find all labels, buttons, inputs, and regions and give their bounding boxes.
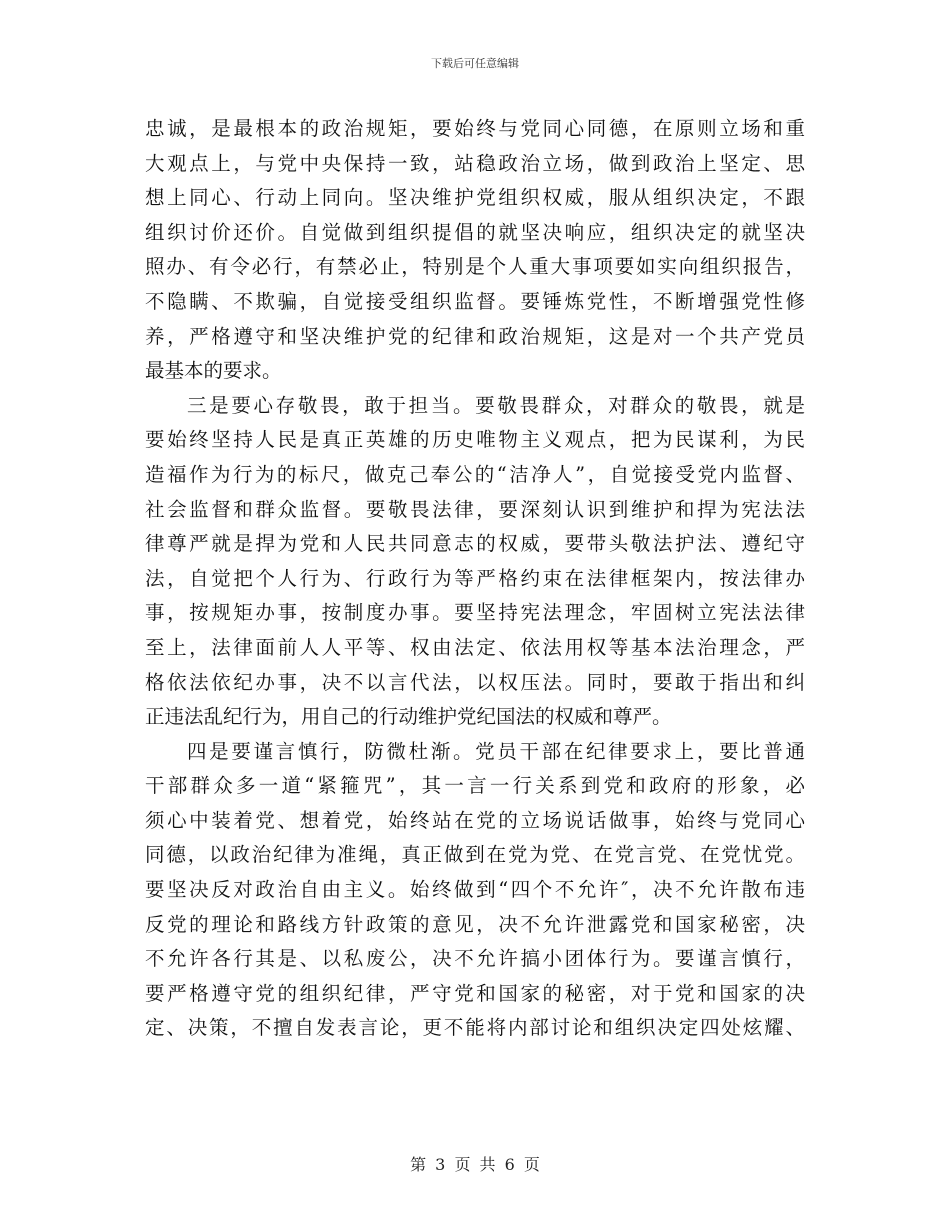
text-line: 格依法依纪办事，决不以言代法，以权压法。同时，要敢于指出和纠: [145, 670, 805, 694]
text-line: 同德，以政治纪律为准绳，真正做到在党为党、在党言党、在党忧党。: [145, 843, 805, 867]
text-line: 正违法乱纪行为，用自己的行动维护党纪国法的权威和尊严。: [145, 705, 672, 729]
text-line: 要始终坚持人民是真正英雄的历史唯物主义观点，把为民谋利，为民: [145, 428, 805, 452]
text-line: 须心中装着党、想着党，始终站在党的立场说话做事，始终与党同心: [145, 808, 805, 832]
text-line: 社会监督和群众监督。要敬畏法律，要深刻认识到维护和捍为宪法法: [145, 497, 805, 521]
text-line: 大观点上，与党中央保持一致，站稳政治立场，做到政治上坚定、思: [145, 151, 805, 175]
text-line: 要严格遵守党的组织纪律，严守党和国家的秘密，对于党和国家的决: [145, 981, 805, 1005]
body-text: [145, 112, 805, 1046]
text-line: 造福作为行为的标尺，做克己奉公的“洁净人”，自觉接受党内监督、: [145, 462, 805, 486]
text-line: 律尊严就是捍为党和人民共同意志的权威，要带头敬法护法、遵纪守: [145, 532, 805, 556]
text-line: 法，自觉把个人行为、行政行为等严格约束在法律框架内，按法律办: [145, 566, 805, 590]
text-line: 要坚决反对政治自由主义。始终做到“四个不允许″，决不允许散布违: [145, 878, 805, 902]
text-line: 事，按规矩办事，按制度办事。要坚持宪法理念，牢固树立宪法法律: [145, 601, 805, 625]
paragraph-start-line: 三是要心存敬畏，敢于担当。要敬畏群众，对群众的敬畏，就是: [187, 393, 805, 417]
text-line: 照办、有令必行，有禁必止，特别是个人重大事项要如实向组织报告，: [145, 255, 805, 279]
text-line: 养，严格遵守和坚决维护党的纪律和政治规矩，这是对一个共产党员: [145, 324, 805, 348]
text-line: 干部群众多一道“紧箍咒”，其一言一行关系到党和政府的形象，必: [145, 774, 805, 798]
page-number-footer: 第 3 页 共 6 页: [410, 1155, 540, 1174]
text-line: 不允许各行其是、以私废公，决不允许搞小团体行为。要谨言慎行，: [145, 947, 805, 971]
text-line: 组织讨价还价。自觉做到组织提倡的就坚决响应，组织决定的就坚决: [145, 220, 805, 244]
text-line: 最基本的要求。: [145, 359, 282, 383]
page-header: 下载后可任意编辑: [431, 57, 519, 70]
text-line: 至上，法律面前人人平等、权由法定、依法用权等基本法治理念，严: [145, 635, 805, 659]
text-line: 想上同心、行动上同向。坚决维护党组织权威，服从组织决定，不跟: [145, 186, 805, 210]
paragraph-start-line: 四是要谨言慎行，防微杜渐。党员干部在纪律要求上，要比普通: [187, 739, 805, 763]
text-line: 忠诚，是最根本的政治规矩，要始终与党同心同德，在原则立场和重: [145, 117, 805, 140]
text-line: 不隐瞒、不欺骗，自觉接受组织监督。要锤炼党性，不断增强党性修: [145, 289, 805, 313]
text-line: 反党的理论和路线方针政策的意见，决不允许泄露党和国家秘密，决: [145, 912, 805, 936]
text-line: 定、决策，不擅自发表言论，更不能将内部讨论和组织决定四处炫耀、: [145, 1016, 805, 1040]
